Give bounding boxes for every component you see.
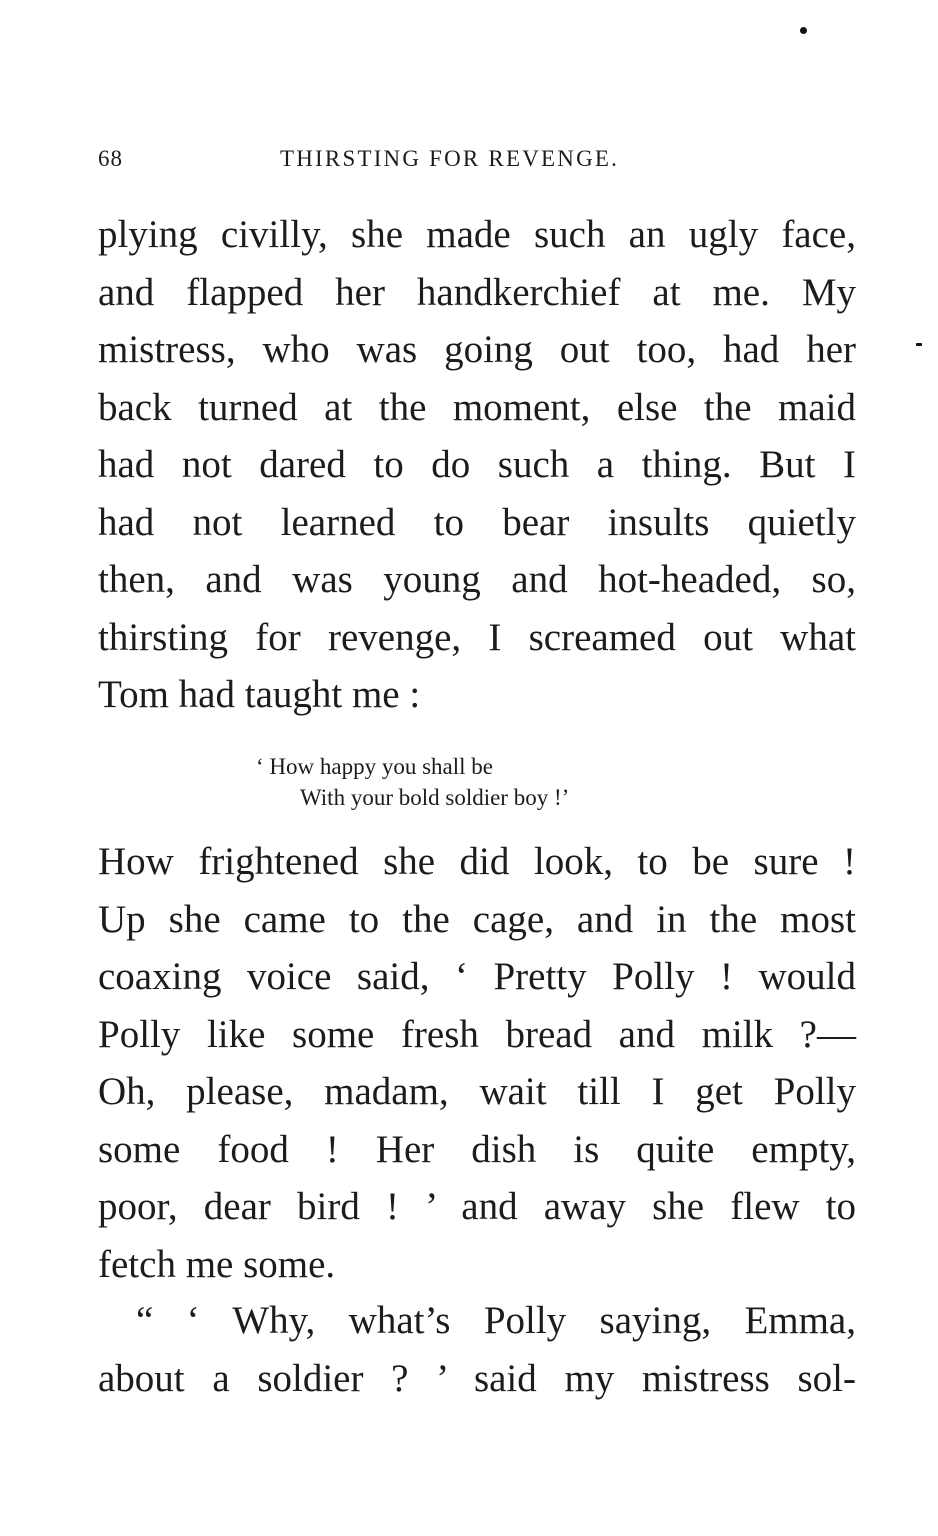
text-line: How frightened she did look, to be sure ! <box>98 840 856 883</box>
text-line: had not dared to do such a thing. But I <box>98 443 856 486</box>
text-line: “ ‘ Why, what’s Polly saying, Emma, <box>136 1299 856 1342</box>
text-line: about a soldier ? ’ said my mistress sol- <box>98 1356 856 1400</box>
paragraph-2 <box>98 833 856 1293</box>
text-line: plying civilly, she made such an ugly face, <box>98 213 856 256</box>
text-line: back turned at the moment, else the maid <box>98 385 856 429</box>
ink-mark <box>916 343 922 346</box>
ink-speck <box>800 27 807 34</box>
page-number: 68 <box>98 146 123 171</box>
verse-line: ‘ How happy you shall be <box>256 754 493 779</box>
text-line: coaxing voice said, ‘ Pretty Polly ! would <box>98 955 856 998</box>
running-title: THIRSTING FOR REVENGE. <box>280 146 620 171</box>
text-line: mistress, who was going out too, had her <box>98 328 856 371</box>
text-line: and flapped her handkerchief at me. My <box>98 270 856 314</box>
paragraph-1 <box>98 206 856 724</box>
text-line: thirsting for revenge, I screamed out what <box>98 615 856 659</box>
text-line: Oh, please, madam, wait till I get Polly <box>98 1070 856 1113</box>
verse-line: With your bold soldier boy !’ <box>300 785 570 810</box>
verse-quote <box>256 751 569 813</box>
text-line: some food ! Her dish is quite empty, <box>98 1127 856 1171</box>
text-line: had not learned to bear insults quietly <box>98 500 856 544</box>
paragraph-3 <box>98 1292 856 1407</box>
text-line: Up she came to the cage, and in the most <box>98 897 856 941</box>
text-line: fetch me some. <box>98 1242 336 1286</box>
running-header <box>98 146 858 180</box>
text-line: then, and was young and hot-headed, so, <box>98 558 856 601</box>
text-line: poor, dear bird ! ’ and away she flew to <box>98 1185 856 1228</box>
text-line: Polly like some fresh bread and milk ?— <box>98 1012 856 1056</box>
text-line: Tom had taught me : <box>98 673 421 716</box>
